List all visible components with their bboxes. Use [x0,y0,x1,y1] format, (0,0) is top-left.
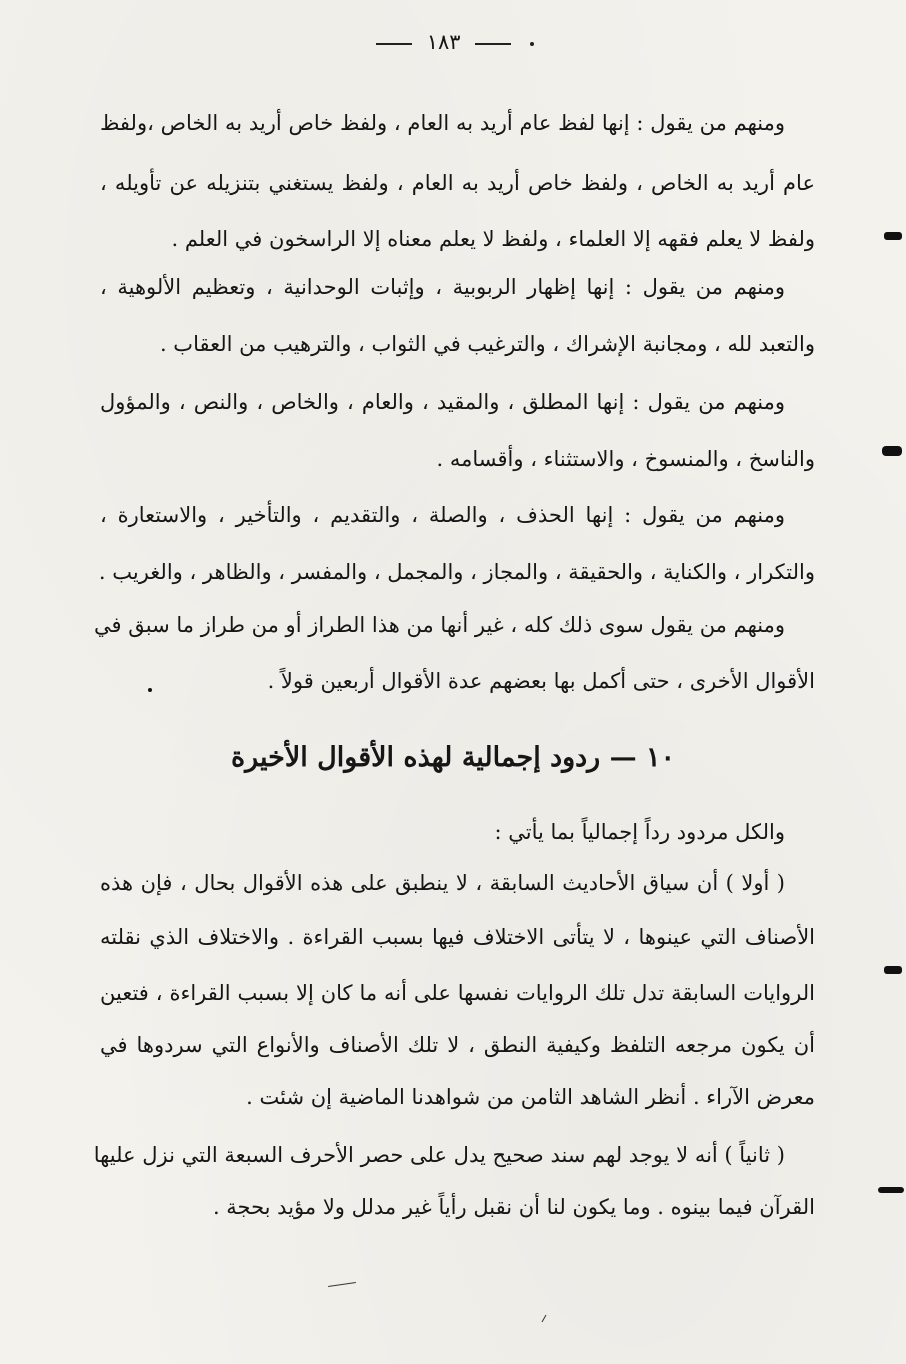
text-line: والتعبد لله ، ومجانبة الإشراك ، والترغيب في الثواب ، والترهيب من العقاب . [159,332,815,356]
text-line: ومنهم من يقول : إنها الحذف ، والصلة ، والتقديم ، والتأخير ، والاستعارة ، [100,503,785,527]
text-line: معرض الآراء . أنظر الشاهد الثامن من شواهدنا الماضية إن شئت . [246,1085,815,1109]
dash-left [475,43,511,45]
section-heading: ١٠ — ردود إجمالية لهذه الأقوال الأخيرة [230,742,676,773]
text-line: والناسخ ، والمنسوخ ، والاستثناء ، وأقسامه . [436,447,815,471]
page-number-text: ١٨٣ [426,30,461,54]
scan-mark [884,966,902,974]
dash-right [376,43,412,45]
scan-mark [882,446,902,456]
text-line: ومنهم من يقول : إنها إظهار الربوبية ، وإثبات الوحدانية ، وتعظيم الألوهية ، [100,275,785,299]
stray-line [328,1282,356,1287]
dot-mark [530,42,534,46]
text-line: الأصناف التي عينوها ، لا يتأتى الاختلاف فيها بسبب القراءة . والاختلاف الذي نقلته [100,925,815,949]
scan-mark [148,688,152,692]
text-line: الأقوال الأخرى ، حتى أكمل بها بعضهم عدة الأقوال أربعين قولاً . [267,669,815,693]
stray-line [542,1315,547,1322]
text-line: ومنهم من يقول سوى ذلك كله ، غير أنها من هذا الطراز أو من طراز ما سبق في [94,613,785,637]
text-line: ( أولا ) أن سياق الأحاديث السابقة ، لا ينطبق على هذه الأقوال بحال ، فإن هذه [100,871,785,895]
text-line: القرآن فيما بينوه . وما يكون لنا أن نقبل رأياً غير مدلل ولا مؤيد بحجة . [212,1195,815,1219]
text-line: والتكرار ، والكناية ، والحقيقة ، والمجاز ، والمجمل ، والمفسر ، والظاهر ، والغريب . [98,560,815,584]
text-line: أن يكون مرجعه التلفظ وكيفية النطق ، لا تلك الأصناف والأنواع التي سردوها في [100,1033,815,1057]
text-line: ولفظ لا يعلم فقهه إلا العلماء ، ولفظ لا يعلم معناه إلا الراسخون في العلم . [171,227,815,251]
scan-mark [884,232,902,240]
text-line: ومنهم من يقول : إنها المطلق ، والمقيد ، والعام ، والخاص ، والنص ، والمؤول [100,390,785,414]
text-line: ومنهم من يقول : إنها لفظ عام أريد به العام ، ولفظ خاص أريد به الخاص ،ولفظ [100,111,785,135]
text-line: الروايات السابقة تدل تلك الروايات نفسها على أنه ما كان إلا بسبب القراءة ، فتعين [100,981,815,1005]
text-line: والكل مردود رداً إجمالياً بما يأتي : [494,820,785,844]
scan-mark [878,1187,904,1193]
page-number [0,30,906,54]
text-line: عام أريد به الخاص ، ولفظ خاص أريد به العام ، ولفظ يستغني بتنزيله عن تأويله ، [100,171,815,195]
text-line: ( ثانياً ) أنه لا يوجد لهم سند صحيح يدل على حصر الأحرف السبعة التي نزل عليها [93,1143,785,1167]
